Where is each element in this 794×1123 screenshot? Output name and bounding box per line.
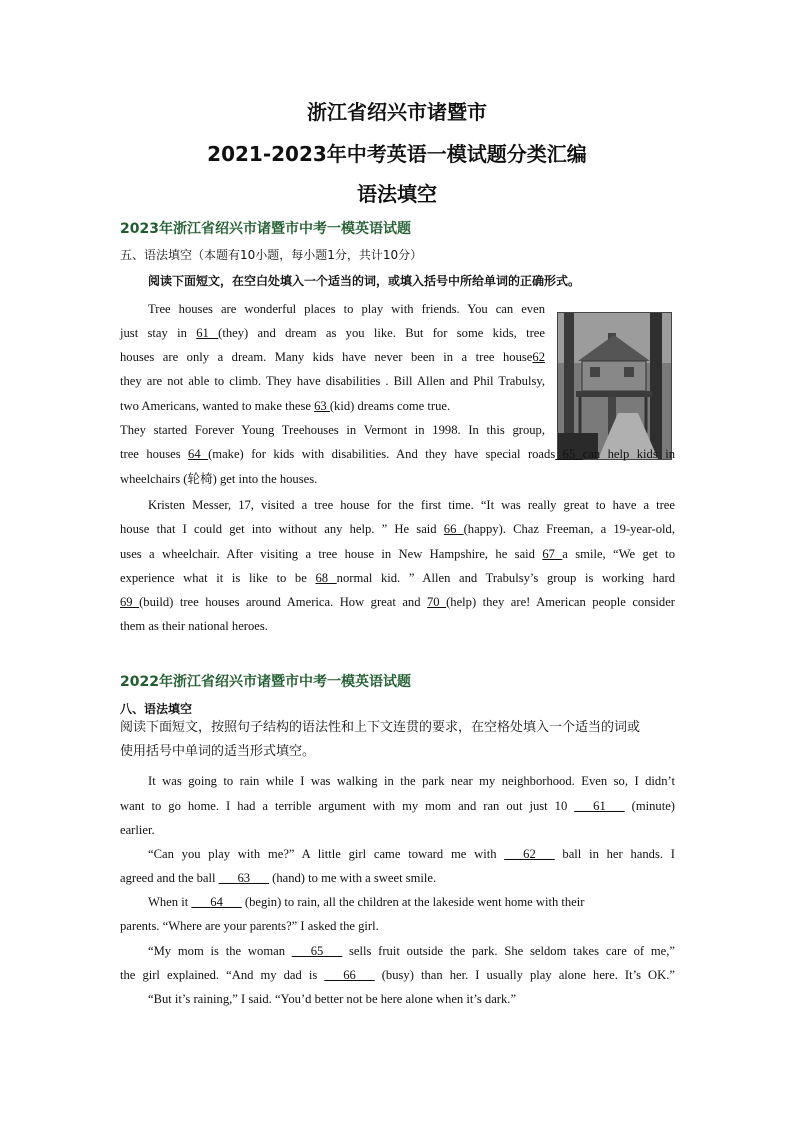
instructions-2022-line-2: 使用括号中单词的适当形式填空。 [120,744,316,759]
passage-2022-line-6: When it ___64___ (begin) to rain, all the children at the lakeside went home with their [148,895,585,909]
blank-67[interactable]: 67 [542,547,563,561]
blank-2022-62[interactable]: ___62___ [504,847,555,861]
passage-2023-line-10: house that I could get into without any help. ” He said 66 (happy). Chaz Freeman, a 19-year-old, [120,522,675,536]
passage-2023-line-11: uses a wheelchair. After visiting a tree house in New Hampshire, he said 67 a smile, “We get to [120,547,676,561]
passage-2023-line-12: experience what it is like to be 68 normal kid. ” Allen and Trabulsy’s group is working hard [120,571,675,585]
blank-69[interactable]: 69 [120,595,140,609]
part-title-2022: 八、语法填空 [120,702,193,716]
part-title-2023: 五、语法填空（本题有10小题，每小题1分，共计10分） [120,248,423,262]
blank-2022-63[interactable]: ___63___ [218,871,269,885]
passage-2022-line-5: agreed and the ball ___63___ (hand) to me with a sweet smile. [120,871,437,885]
passage-2023-line-7: tree houses 64 (make) for kids with disabilities. And they have special roads 65 can help kids in [120,447,675,461]
doc-title-topic: 语法填空 [357,182,437,206]
blank-2022-66[interactable]: ___66___ [324,968,375,982]
instructions-2023: 阅读下面短文，在空白处填入一个适当的词，或填入括号中所给单词的正确形式。 [148,274,581,288]
doc-title-region: 浙江省绍兴市诸暨市 [307,100,487,124]
section-heading-2023: 2023年浙江省绍兴市诸暨市中考一模英语试题 [120,221,411,237]
passage-2022-line-1: It was going to rain while I was walking in the park near my neighborhood. Even so, I didn’t [148,774,675,788]
blank-64[interactable]: 64 [188,447,209,461]
passage-2022-line-10: “But it’s raining,” I said. “You’d better not be here alone when it’s dark.” [148,992,517,1006]
passage-2022-line-7: parents. “Where are your parents?” I asked the girl. [120,919,379,933]
blank-62[interactable]: 62 [532,350,545,364]
passage-2023-line-14: them as their national heroes. [120,619,268,633]
blank-66[interactable]: 66 [443,522,464,536]
passage-2022-line-2: want to go home. I had a terrible argument with my mom and ran out just 10 ___61___ (minute) [120,799,675,813]
blank-2022-64[interactable]: ___64___ [191,895,242,909]
passage-2023-line-13: 69 (build) tree houses around America. How great and 70 (help) they are! American people consider [120,595,675,609]
blank-68[interactable]: 68 [315,571,337,585]
instructions-2022-line-1: 阅读下面短文，按照句子结构的语法性和上下文连贯的要求，在空格处填入一个适当的词或 [120,720,641,735]
passage-2023-line-1: Tree houses are wonderful places to play with friends. You can even [148,302,545,316]
section-heading-2022: 2022年浙江省绍兴市诸暨市中考一模英语试题 [120,674,411,690]
passage-2023-line-8: wheelchairs (轮椅) get into the houses. [120,472,318,486]
tree-house-illustration [558,313,671,459]
passage-2022-line-4: “Can you play with me?” A little girl came toward me with ___62___ ball in her hands. I [148,847,675,861]
passage-2023-line-4: they are not able to climb. They have disabilities . Bill Allen and Phil Trabulsy, [120,374,545,388]
passage-2023-line-3: houses are only a dream. Many kids have never been in a tree house62 [120,350,545,364]
blank-2022-61[interactable]: ___61___ [574,799,625,813]
passage-2022-line-8: “My mom is the woman ___65___ sells fruit outside the park. She seldom takes care of me,” [148,944,676,958]
passage-2023-line-6: They started Forever Young Treehouses in Vermont in 1998. In this group, [120,423,545,437]
blank-61[interactable]: 61 [196,326,219,340]
blank-65[interactable]: 65 [555,447,583,461]
passage-2023-line-5: two Americans, wanted to make these 63 (kid) dreams come true. [120,399,451,413]
blank-70[interactable]: 70 [427,595,447,609]
blank-63[interactable]: 63 [314,399,330,413]
tree-house-photo [557,312,672,460]
blank-2022-65[interactable]: ___65___ [291,944,343,958]
doc-title-main: 2021-2023年中考英语一模试题分类汇编 [207,142,587,166]
passage-2023-line-9: Kristen Messer, 17, visited a tree house for the first time. “It was really great to have a tree [148,498,675,512]
passage-2022-line-9: the girl explained. “And my dad is ___66___ (busy) than her. I usually play alone here. It’s OK.” [120,968,675,982]
passage-2023-line-2: just stay in 61 (they) and dream as you like. But for some kids, tree [120,326,545,340]
passage-2022-line-3: earlier. [120,823,155,837]
